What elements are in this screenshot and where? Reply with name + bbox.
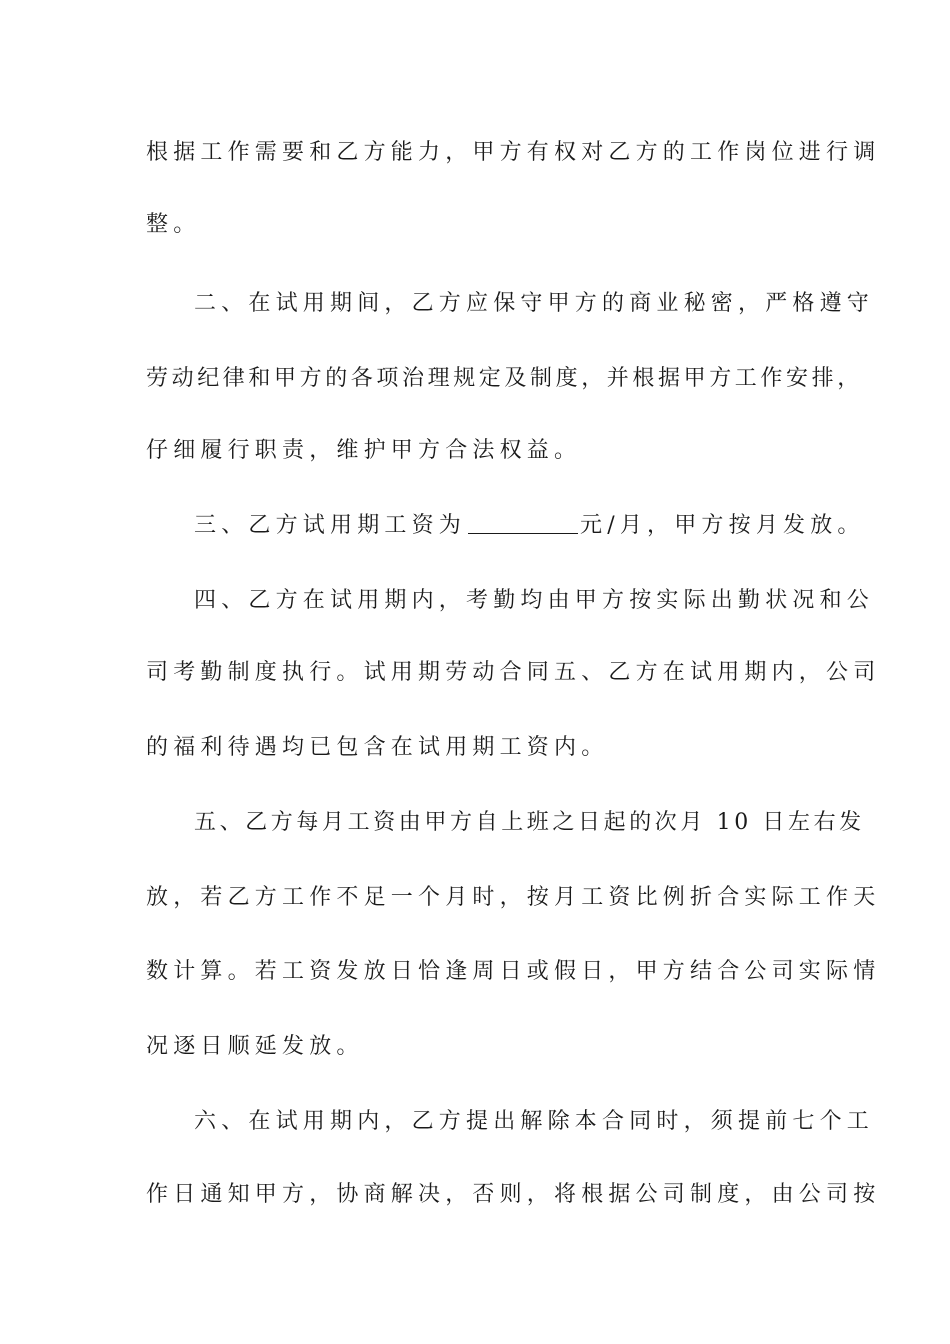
- paragraph-1-line-2: 整。: [146, 212, 201, 237]
- paragraph-2-line-2: 劳动纪律和甲方的各项治理规定及制度，并根据甲方工作安排，: [146, 366, 863, 391]
- paragraph-5-line-4: 况逐日顺延发放。: [146, 1034, 364, 1059]
- salary-blank: [468, 511, 578, 534]
- paragraph-6-line-2: 作日通知甲方，协商解决，否则，将根据公司制度，由公司按: [146, 1182, 881, 1207]
- paragraph-4-line-3: 的福利待遇均已包含在试用期工资内。: [146, 735, 609, 760]
- paragraph-5-line-1: 五、乙方每月工资由甲方自上班之日起的次月 10 日左右发: [194, 810, 865, 835]
- paragraph-5-line-3: 数计算。若工资发放日恰逢周日或假日，甲方结合公司实际情: [146, 959, 881, 984]
- salary-unit: 元/月，甲方按月发放。: [580, 513, 865, 538]
- paragraph-6-line-1: 六、在试用期内，乙方提出解除本合同时，须提前七个工: [194, 1109, 875, 1134]
- paragraph-3-line-1: [194, 511, 865, 541]
- paragraph-4-line-2: 司考勤制度执行。试用期劳动合同五、乙方在试用期内，公司: [146, 660, 881, 685]
- paragraph-5-line-2: 放，若乙方工作不足一个月时，按月工资比例折合实际工作天: [146, 885, 881, 910]
- paragraph-2-line-3: 仔细履行职责，维护甲方合法权益。: [146, 438, 582, 463]
- paragraph-2-line-1: 二、在试用期间，乙方应保守甲方的商业秘密，严格遵守: [194, 291, 875, 316]
- paragraph-4-line-1: 四、乙方在试用期内，考勤均由甲方按实际出勤状况和公: [194, 588, 875, 613]
- salary-label: 三、乙方试用期工资为: [194, 513, 467, 538]
- paragraph-1-line-1: 根据工作需要和乙方能力，甲方有权对乙方的工作岗位进行调: [146, 140, 881, 165]
